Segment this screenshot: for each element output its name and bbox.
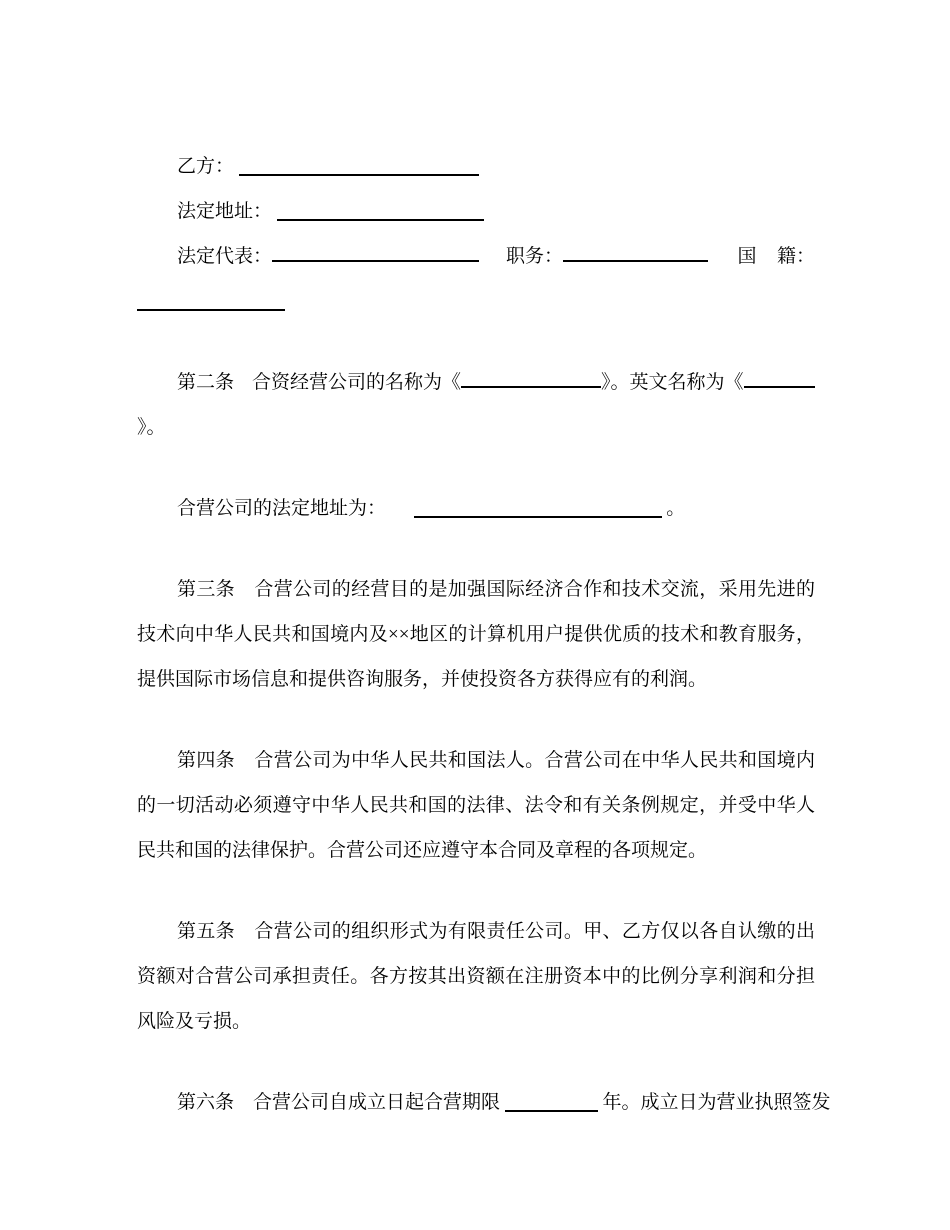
article-5-paragraph: 第五条 合营公司的组织形式为有限责任公司。甲、乙方仅以各自认缴的出资额对合营公司承担责任。各方按其出资额在注册资本中的比例分享利润和分担风险及亏损。 (137, 921, 815, 1032)
article-4-paragraph: 第四条 合营公司为中华人民共和国法人。合营公司在中华人民共和国境内的一切活动必须遵守中华人民共和国的法律、法令和有关条例规定，并受中华人民共和国的法律保护。合营公司还应遵守本合同及章程的各项规定。 (137, 750, 815, 861)
party-b-line (137, 144, 815, 189)
article-2-closing-bracket: 》。 (137, 417, 166, 438)
article-2-english-name-label: 》。英文名称为《 (601, 372, 744, 393)
english-name-blank-line (744, 367, 815, 388)
article-2-name-label: 合资经营公司的名称为《 (252, 372, 462, 393)
company-address-blank-line (414, 497, 662, 518)
nationality-blank-line (137, 290, 285, 311)
company-address-line (137, 486, 815, 531)
term-years-blank-line (505, 1091, 598, 1112)
nationality-continuation-line (137, 279, 815, 324)
article-6-suffix: 年。成立日为营业执照签发 (602, 1092, 831, 1113)
legal-address-line (137, 189, 815, 234)
company-address-period: 。 (666, 498, 686, 519)
duty-label: 职务： (506, 246, 564, 267)
legal-representative-blank-line (272, 241, 479, 262)
article-2-number: 第二条 (177, 372, 235, 393)
nationality-label-part2: 籍： (777, 246, 816, 267)
article-6-prefix: 第六条 合营公司自成立日起合营期限 (177, 1092, 501, 1113)
legal-address-label: 法定地址： (177, 201, 273, 222)
party-b-blank-line (239, 155, 479, 176)
company-name-blank-line (461, 367, 601, 388)
article-3-paragraph: 第三条 合营公司的经营目的是加强国际经济合作和技术交流，采用先进的技术向中华人民共和国境内及××地区的计算机用户提供优质的技术和教育服务，提供国际市场信息和提供咨询服务，并使投资各方获得应有的利润。 (137, 579, 815, 690)
legal-representative-line (137, 234, 815, 279)
party-b-label: 乙方： (177, 156, 235, 177)
company-address-label: 合营公司的法定地址为： (177, 498, 387, 519)
article-2-line-1 (137, 360, 815, 405)
article-6-line (137, 1080, 831, 1125)
legal-address-blank-line (277, 200, 484, 221)
duty-blank-line (563, 241, 708, 262)
legal-representative-label: 法定代表： (177, 246, 273, 267)
nationality-label-part1: 国 (737, 246, 757, 267)
article-2-line-2 (137, 405, 815, 450)
